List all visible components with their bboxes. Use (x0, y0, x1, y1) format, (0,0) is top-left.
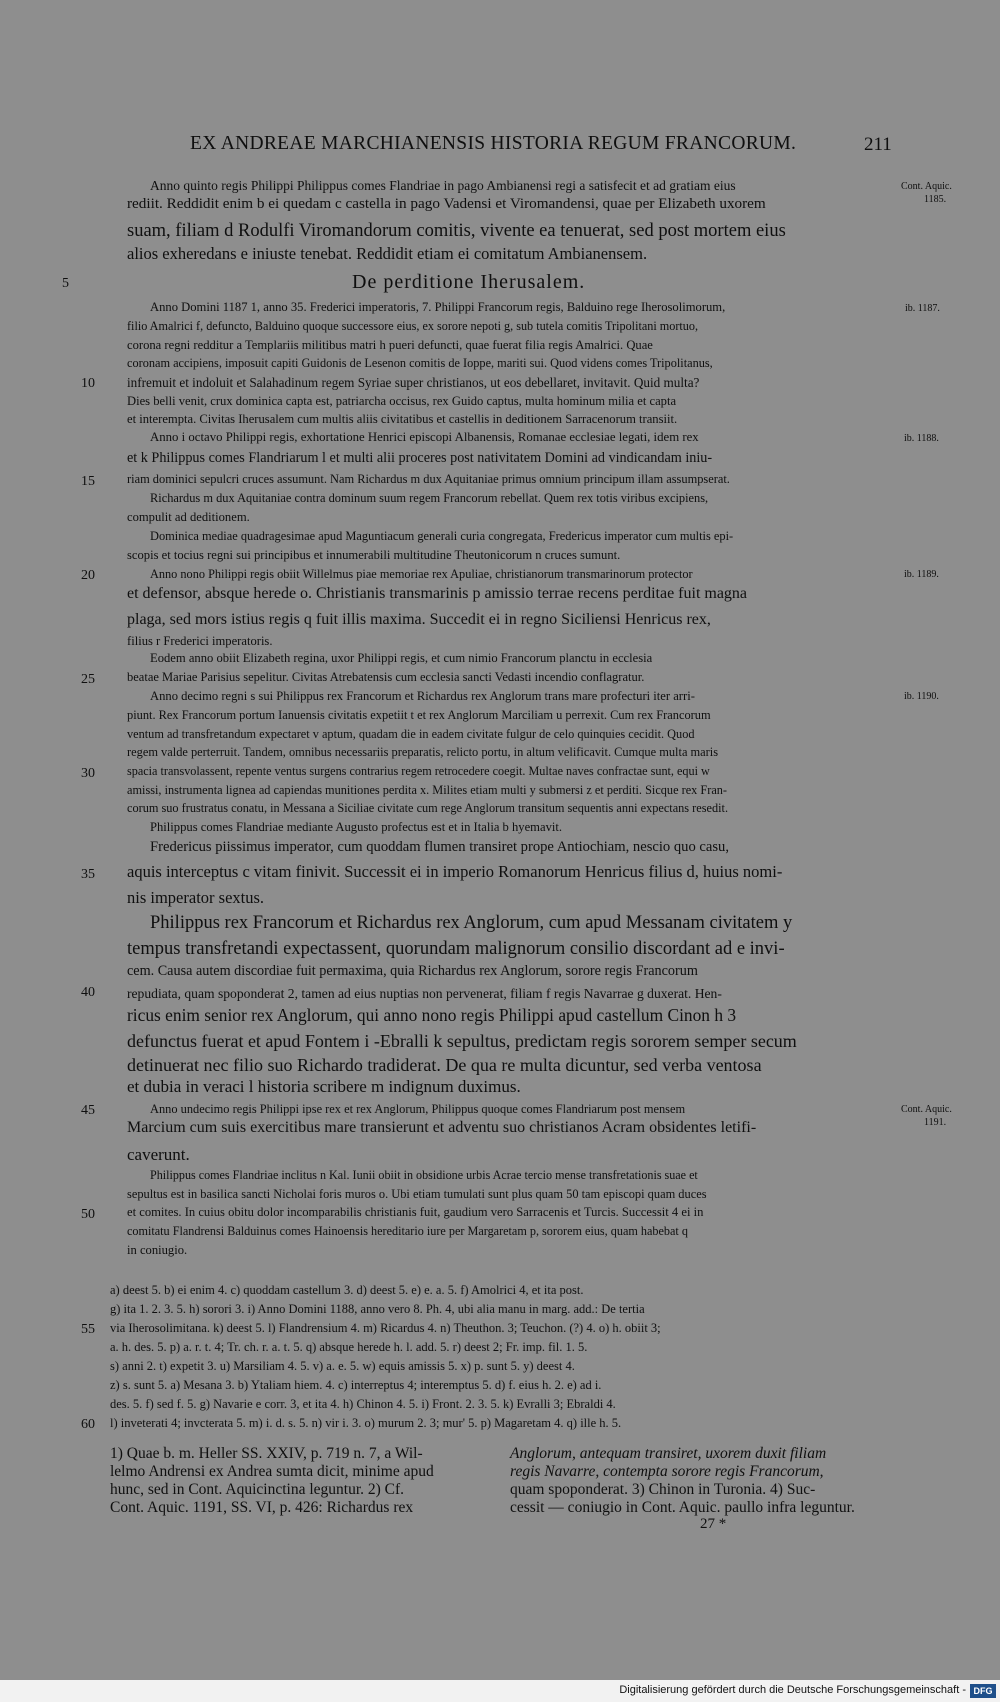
running-header: EX ANDREAE MARCHIANENSIS HISTORIA REGUM FRANCORUM. (190, 133, 797, 154)
body-line: Dies belli venit, crux dominica capta est, patriarcha occisus, rex Guido captus, multa hominum milia et capta (127, 394, 677, 408)
body-line: corona regni redditur a Templariis militibus matri h pueri defuncti, quae fuerat filia regis Amalrici. Quae (127, 338, 653, 352)
body-line: coronam accipiens, imposuit capiti Guidonis de Lesenon comitis de Ioppe, mariti sui. Quod videns comes Tripolitanus, (127, 356, 713, 370)
body-line: Eodem anno obiit Elizabeth regina, uxor Philippi regis, et cum nimio Francorum planctu in ecclesia (150, 651, 653, 665)
editor-note-line: regis Navarre, contempta sorore regis Francorum, (510, 1463, 824, 1480)
line-number: 25 (81, 672, 95, 687)
margin-note (901, 1103, 952, 1129)
editor-note-line: 1) Quae b. m. Heller SS. XXIV, p. 719 n. 7, a Wil- (110, 1445, 423, 1462)
apparatus-line: via Iherosolimitana. k) deest 5. l) Flandrensium 4. m) Ricardus 4. n) Theuthon. 3; Teuchon. (?) 4. o) h. obiit 3; (110, 1321, 661, 1335)
body-line: Anno i octavo Philippi regis, exhortatione Henrici episcopi Albanensis, Romanae ecclesiae legati, idem rex (150, 430, 699, 444)
line-number: 35 (81, 867, 95, 882)
margin-note (905, 302, 940, 315)
body-line: piunt. Rex Francorum portum Ianuensis civitatis expetiit t et rex Anglorum Marciliam u perrexit. Cum rex Francorum (127, 708, 711, 722)
body-line: in coniugio. (127, 1243, 188, 1257)
body-line: repudiata, quam spoponderat 2, tamen ad eius nuptias non pervenerat, filiam f regis Navarrae g duxerat. Hen- (127, 986, 722, 1001)
body-line: regem valde perterruit. Tandem, omnibus necessariis preparatis, relicto portu, in altum velificavit. Cumque multa maris (127, 745, 719, 759)
body-line: alios exheredans e iniuste tenebat. Reddidit etiam ei comitatum Ambianensem. (127, 244, 648, 263)
body-line: comitatu Flandrensi Balduinus comes Hainoensis hereditario iure per Margaretam p, sororem eius, quam habebat q (127, 1224, 688, 1238)
margin-note-line: ib. 1189. (904, 569, 939, 580)
body-line: tempus transfretandi expectassent, quorundam malignorum consilio discordant ad e invi- (127, 939, 785, 959)
footer-bar (0, 1680, 1000, 1702)
body-line: Fredericus piissimus imperator, cum quoddam flumen transiret prope Antiochiam, nescio quo casu, (150, 839, 729, 855)
body-line: ventum ad transfretandum expectaret v aptum, quadam die in eadem civitate fulgur de celo quinquies cecidit. Quod (127, 727, 695, 741)
body-line: Anno Domini 1187 1, anno 35. Frederici imperatoris, 7. Philippi Francorum regis, Balduino rege Iherosolimorum, (150, 300, 726, 314)
editor-note-line: lelmo Andrensi ex Andrea sumta dicit, minime apud (110, 1463, 434, 1480)
editor-note-line: cessit — coniugio in Cont. Aquic. paullo infra leguntur. (510, 1499, 855, 1516)
body-line: cem. Causa autem discordiae fuit permaxima, quia Richardus rex Anglorum, sorore regis Francorum (127, 963, 698, 979)
body-line: compulit ad deditionem. (127, 510, 250, 524)
body-line: infremuit et indoluit et Salahadinum regem Syriae super christianos, ut eos debellaret, invitavit. Quid multa? (127, 375, 700, 390)
margin-note-line: 1191. (924, 1117, 947, 1128)
body-line: aquis interceptus c vitam finivit. Successit ei in imperio Romanorum Henricus filius d, huius nomi- (127, 862, 783, 881)
editor-note-line: hunc, sed in Cont. Aquicinctina leguntur. 2) Cf. (110, 1481, 405, 1498)
body-line: Anno nono Philippi regis obiit Willelmus piae memoriae rex Apuliae, christianorum transmarinorum protector (150, 567, 693, 581)
margin-note-line: ib. 1187. (905, 303, 940, 314)
dfg-logo: DFG (970, 1684, 996, 1698)
line-number: 40 (81, 985, 95, 1000)
margin-note (904, 690, 939, 703)
section-heading: De perditione Iherusalem. (352, 271, 586, 293)
funding-credit: Digitalisierung gefördert durch die Deutsche Forschungsgemeinschaft - (619, 1684, 966, 1696)
body-line: Anno undecimo regis Philippi ipse rex et rex Anglorum, Philippus quoque comes Flandriarum post mensem (150, 1102, 686, 1116)
margin-note-line: Cont. Aquic. (901, 1104, 952, 1115)
body-line: Richardus m dux Aquitaniae contra dominum suum regem Francorum rebellat. Quem rex totis viribus excipiens, (150, 491, 709, 505)
body-line: Philippus comes Flandriae inclitus n Kal. Iunii obiit in obsidione urbis Acrae tercio mense transfretationis suae et (150, 1168, 698, 1182)
body-line: ricus enim senior rex Anglorum, qui anno nono regis Philippi apud castellum Cinon h 3 (127, 1005, 737, 1025)
margin-note-line: ib. 1188. (904, 433, 939, 444)
body-line: plaga, sed mors istius regis q fuit illis maxima. Succedit ei in regno Siciliensi Henricus rex, (127, 611, 711, 628)
body-line: rediit. Reddidit enim b ei quedam c castella in pago Vadensi et Viromandensi, quae per Elizabeth uxorem (127, 195, 766, 212)
line-number: 50 (81, 1207, 95, 1222)
apparatus-line: l) inveterati 4; invcterata 5. m) i. d. s. 5. n) vir i. 3. o) murum 2. 3; mur' 5. p) Magaretam 4. q) ille h. 5. (110, 1416, 622, 1430)
margin-note-line: Cont. Aquic. (901, 181, 952, 192)
body-line: caverunt. (127, 1145, 190, 1164)
signature-mark: 27 * (700, 1516, 727, 1532)
body-line: filius r Frederici imperatoris. (127, 634, 273, 648)
body-line: et interempta. Civitas Iherusalem cum multis aliis civitatibus et castellis in deditionem Sarracenorum transiit. (127, 412, 678, 426)
line-number: 15 (81, 474, 95, 489)
body-line: defunctus fuerat et apud Fontem i -Ebralli k sepultus, predictam regis sororem semper secum (127, 1031, 797, 1051)
body-line: amissi, instrumenta lignea ad capiendas munitiones perdita x. Milites etiam multi y submersi z et perditi. Sicque rex Fran- (127, 783, 728, 797)
page-number: 211 (864, 134, 892, 155)
body-line: Marcium cum suis exercitibus mare transierunt et adventu suo christianos Acram obsidentes letifi- (127, 1119, 757, 1136)
body-line: beatae Mariae Parisius sepelitur. Civitas Atrebatensis cum ecclesia sancti Vedasti incendio conflagratur. (127, 670, 645, 684)
line-number: 30 (81, 766, 95, 781)
margin-note (901, 180, 952, 206)
body-line: Philippus rex Francorum et Richardus rex Anglorum, cum apud Messanam civitatem y (150, 913, 793, 933)
apparatus-line: s) anni 2. t) expetit 3. u) Marsiliam 4. 5. v) a. e. 5. w) equis amissis 5. x) p. sunt 5. y) deest 4. (110, 1359, 575, 1373)
body-line: et comites. In cuius obitu dolor incomparabilis christianis fuit, gaudium vero Sarracenis et Turcis. Successit 4 ei in (127, 1205, 704, 1219)
line-number: 55 (81, 1322, 95, 1337)
body-line: detinuerat nec filio suo Richardo tradiderat. De qua re multa dicuntur, sed verba ventosa (127, 1055, 762, 1075)
margin-note-line: 1185. (924, 194, 947, 205)
body-line: nis imperator sextus. (127, 888, 265, 907)
line-number: 60 (81, 1417, 95, 1432)
body-line: Philippus comes Flandriae mediante Augusto profectus est et in Italia b hyemavit. (150, 820, 563, 834)
body-line: spacia transvolassent, repente ventus surgens contrarius regem retrocedere coegit. Multae naves confractae sunt, equi w (127, 764, 710, 778)
body-line: scopis et tocius regni sui principibus et innumerabili multitudine Theutonicorum n cruces sumunt. (127, 548, 621, 562)
margin-note-line: ib. 1190. (904, 691, 939, 702)
margin-note (904, 568, 939, 581)
body-line: et defensor, absque herede o. Christianis transmarinis p amissio terrae recens perditae fuit magna (127, 585, 748, 602)
editor-note-line: Anglorum, antequam transiret, uxorem duxit filiam (510, 1445, 827, 1462)
apparatus-line: a. h. des. 5. p) a. r. t. 4; Tr. ch. r. a. t. 5. q) absque herede h. l. add. 5. r) deest 2; Fr. imp. fil. 1. 5. (110, 1340, 588, 1354)
body-line: corum suo frustratus conatu, in Messana a Siciliae civitate cum rege Anglorum transitum sequentis anni expectans resedit. (127, 801, 729, 815)
body-line: riam dominici sepulcri cruces assumunt. Nam Richardus m dux Aquitaniae primus omnium principum illam assumpserat. (127, 472, 730, 486)
body-line: et dubia in veraci l historia scribere m indignum duximus. (127, 1077, 521, 1096)
body-line: Anno decimo regni s sui Philippus rex Francorum et Richardus rex Anglorum trans mare profecturi iter arri- (150, 689, 695, 703)
line-number: 5 (62, 276, 69, 291)
apparatus-line: g) ita 1. 2. 3. 5. h) sorori 3. i) Anno Domini 1188, anno vero 8. Ph. 4, ubi alia manu in marg. add.: De tertia (110, 1302, 645, 1316)
line-number: 10 (81, 376, 95, 391)
apparatus-line: des. 5. f) sed f. 5. g) Navarie e corr. 3, et ita 4. h) Chinon 4. 5. i) Front. 2. 3. 5. k) Evralli 3; Ebraldi 4. (110, 1397, 616, 1411)
editor-note-line: Cont. Aquic. 1191, SS. VI, p. 426: Richardus rex (110, 1499, 414, 1516)
body-line: filio Amalrici f, defuncto, Balduino quoque successore eius, ex sorore nepoti g, sub tutela comitis Tripolitani mortuo, (127, 319, 699, 333)
body-line: Dominica mediae quadragesimae apud Maguntiacum generali curia congregata, Fredericus imperator cum multis epi- (150, 529, 734, 543)
editor-note-line: quam spoponderat. 3) Chinon in Turonia. 4) Suc- (510, 1481, 816, 1498)
body-line: suam, filiam d Rodulfi Viromandorum comitis, vivente ea tenuerat, sed post mortem eius (127, 221, 786, 241)
apparatus-line: a) deest 5. b) ei enim 4. c) quoddam castellum 3. d) deest 5. e) e. a. 5. f) Amolrici 4, et ita post. (110, 1283, 584, 1297)
body-line: sepultus est in basilica sancti Nicholai foris muros o. Ubi etiam tumulati sunt plus quam 50 tam episcopi quam duces (127, 1187, 707, 1201)
body-line: et k Philippus comes Flandriarum l et multi alii proceres post nativitatem Domini ad vindicandam iniu- (127, 450, 713, 466)
body-line: Anno quinto regis Philippi Philippus comes Flandriae in pago Ambianensi regi a satisfecit et ad gratiam eius (150, 178, 736, 193)
apparatus-line: z) s. sunt 5. a) Mesana 3. b) Ytaliam hiem. 4. c) interreptus 4; interemptus 5. d) f. eius h. 2. e) ad i. (110, 1378, 602, 1392)
margin-note (904, 432, 939, 445)
line-number: 45 (81, 1103, 95, 1118)
line-number: 20 (81, 568, 95, 583)
